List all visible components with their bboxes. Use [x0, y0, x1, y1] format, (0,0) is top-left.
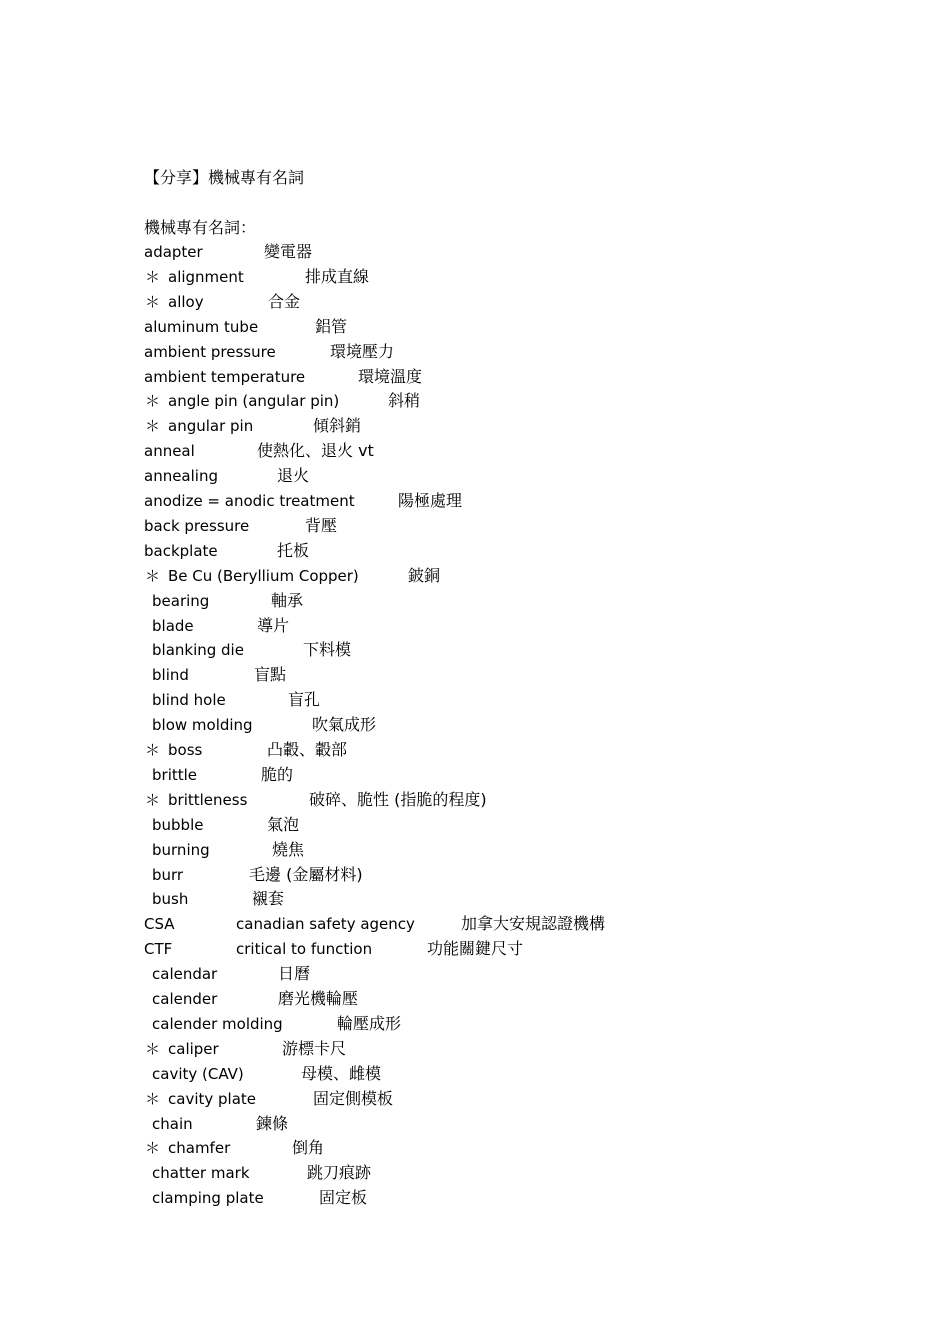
glossary-entry [0, 464, 950, 489]
glossary-entry [0, 688, 950, 713]
entry-term-chinese: 游標卡尺 [282, 1038, 347, 1058]
entry-term-chinese: 軸承 [271, 590, 304, 610]
entry-term-english: blind [152, 666, 189, 685]
glossary-entry [0, 589, 950, 614]
entry-term-english: anneal [144, 442, 195, 461]
star-marker: ＊ [145, 1039, 161, 1058]
glossary-entry [0, 1112, 950, 1137]
glossary-entry [0, 365, 950, 390]
entry-term-english: angular pin [168, 417, 254, 436]
entry-term-english: alloy [168, 292, 204, 311]
entry-term-english: annealing [144, 467, 218, 486]
glossary-entry [0, 265, 950, 290]
entry-term-english: alignment [168, 267, 244, 286]
entry-term-english: blind hole [152, 691, 226, 710]
entry-term-english: blade [152, 616, 194, 635]
glossary-entry [0, 539, 950, 564]
entry-term-english: back pressure [144, 516, 250, 535]
entry-term-chinese: 毛邊 (金屬材料) [249, 864, 363, 884]
glossary-entry [0, 414, 950, 439]
entry-term-chinese: 跳刀痕跡 [307, 1163, 372, 1183]
entry-term-english: calendar [152, 965, 218, 984]
star-marker: ＊ [145, 566, 161, 585]
glossary-entry [0, 838, 950, 863]
entry-term-chinese: 鍊條 [256, 1113, 289, 1133]
star-marker: ＊ [145, 790, 161, 809]
entry-term-english: boss [168, 741, 203, 759]
entry-term-english: Be Cu (Beryllium Copper) [168, 566, 359, 585]
glossary-entry [0, 340, 950, 365]
entry-term-chinese: 退火 [277, 466, 310, 486]
star-marker: ＊ [145, 267, 161, 286]
entry-term-fullname: canadian safety agency [236, 915, 415, 934]
glossary-entry [0, 763, 950, 788]
glossary-entry [0, 813, 950, 838]
glossary-entry [0, 1186, 950, 1211]
glossary-entry [0, 638, 950, 663]
entry-term-english: caliper [168, 1039, 219, 1058]
entry-term-chinese: 功能關鍵尺寸 [427, 939, 524, 959]
glossary-entry [0, 240, 950, 265]
glossary-entry [0, 290, 950, 315]
entry-term-english: ambient temperature [144, 367, 306, 386]
entry-term-chinese: 托板 [277, 540, 310, 560]
glossary-entry [0, 1087, 950, 1112]
entry-term-chinese: 合金 [268, 291, 301, 311]
glossary-entry [0, 1037, 950, 1062]
entry-term-chinese: 母模、雌模 [301, 1063, 382, 1083]
entry-term-chinese: 破碎、脆性 (指脆的程度) [309, 789, 487, 809]
glossary-entry [0, 912, 950, 937]
entry-term-english: bubble [152, 815, 204, 834]
entry-term-chinese: 背壓 [305, 515, 338, 535]
glossary-entry [0, 1161, 950, 1186]
glossary-entry [0, 389, 950, 414]
glossary-entry [0, 962, 950, 987]
entry-term-english: chatter mark [152, 1164, 250, 1183]
glossary-entry [0, 514, 950, 539]
entry-term-chinese: 氣泡 [267, 814, 300, 834]
entry-term-english: ambient pressure [144, 342, 276, 361]
glossary-entry [0, 489, 950, 514]
entry-term-chinese: 襯套 [252, 889, 285, 909]
entry-term-chinese: 固定板 [319, 1188, 368, 1208]
entry-term-english: chamfer [168, 1139, 231, 1158]
entry-term-chinese: 傾斜銷 [313, 416, 362, 436]
entry-term-chinese: 環境溫度 [358, 366, 423, 386]
entry-term-english: chain [152, 1114, 193, 1133]
entry-term-english: anodize = anodic treatment [144, 492, 355, 510]
entry-term-english: CTF [144, 940, 173, 959]
star-marker: ＊ [145, 1139, 161, 1158]
entry-term-chinese: 盲孔 [288, 690, 321, 710]
entry-term-english: adapter [144, 243, 203, 261]
document-title: 【分享】機械專有名詞 [144, 168, 305, 187]
entry-term-chinese: 日曆 [278, 964, 311, 984]
glossary-entry [0, 564, 950, 589]
entry-term-chinese: 環境壓力 [330, 341, 395, 361]
entry-term-chinese: 導片 [257, 615, 290, 635]
entry-term-chinese: 排成直線 [305, 266, 370, 286]
glossary-entry [0, 1136, 950, 1161]
section-title: 機械專有名詞： [144, 218, 257, 237]
entry-term-english: calender [152, 990, 218, 1008]
entry-term-chinese: 輪壓成形 [337, 1013, 402, 1033]
entry-term-english: backplate [144, 541, 218, 560]
entry-term-fullname: critical to function [236, 940, 373, 959]
star-marker: ＊ [145, 1089, 161, 1108]
entry-term-chinese: 燒焦 [272, 839, 305, 859]
entry-term-english: cavity (CAV) [152, 1064, 244, 1083]
glossary-entry [0, 663, 950, 688]
entry-term-english: clamping plate [152, 1189, 264, 1208]
entry-term-english: burning [152, 840, 210, 859]
entry-term-english: burr [152, 865, 184, 884]
entry-term-english: bush [152, 890, 189, 909]
entry-term-chinese: 陽極處理 [398, 491, 463, 510]
entry-term-chinese: 變電器 [264, 242, 313, 261]
entry-term-english: cavity plate [168, 1089, 257, 1108]
entry-term-chinese: 盲點 [254, 665, 287, 685]
entry-term-english: brittleness [168, 790, 248, 809]
glossary-entry [0, 738, 950, 763]
glossary-entry [0, 887, 950, 912]
glossary-entry [0, 863, 950, 888]
glossary-entry [0, 937, 950, 962]
entry-term-english: bearing [152, 591, 210, 610]
entry-term-chinese: 鋁管 [315, 316, 348, 336]
entry-term-chinese: 加拿大安規認證機構 [461, 914, 606, 934]
entry-term-chinese: 使熱化、退火 vt [257, 441, 374, 461]
entry-term-chinese: 磨光機輪壓 [278, 989, 359, 1008]
star-marker: ＊ [145, 292, 161, 311]
entry-term-english: calender molding [152, 1014, 283, 1033]
entry-term-chinese: 凸轂、轂部 [267, 740, 348, 759]
entry-term-chinese: 下料模 [303, 640, 352, 660]
entry-term-chinese: 鈹銅 [408, 565, 441, 585]
glossary-entry [0, 1012, 950, 1037]
entry-term-english: blanking die [152, 641, 244, 660]
entry-term-chinese: 脆的 [261, 764, 294, 784]
glossary-entry [0, 614, 950, 639]
entry-term-english: brittle [152, 765, 198, 784]
entry-term-chinese: 斜稍 [388, 391, 421, 411]
entry-term-english: aluminum tube [144, 317, 259, 336]
glossary-entry [0, 788, 950, 813]
glossary-entry [0, 1062, 950, 1087]
entry-term-english: CSA [144, 915, 175, 934]
glossary-entry [0, 713, 950, 738]
glossary-entry [0, 439, 950, 464]
entry-term-english: blow molding [152, 716, 253, 735]
star-marker: ＊ [145, 741, 161, 759]
entry-term-chinese: 固定側模板 [313, 1088, 394, 1108]
entry-term-chinese: 倒角 [292, 1138, 325, 1158]
entry-term-chinese: 吹氣成形 [312, 715, 377, 735]
star-marker: ＊ [145, 392, 161, 411]
entry-term-english: angle pin (angular pin) [168, 392, 340, 411]
glossary-entry [0, 315, 950, 340]
star-marker: ＊ [145, 417, 161, 436]
glossary-entry [0, 987, 950, 1012]
